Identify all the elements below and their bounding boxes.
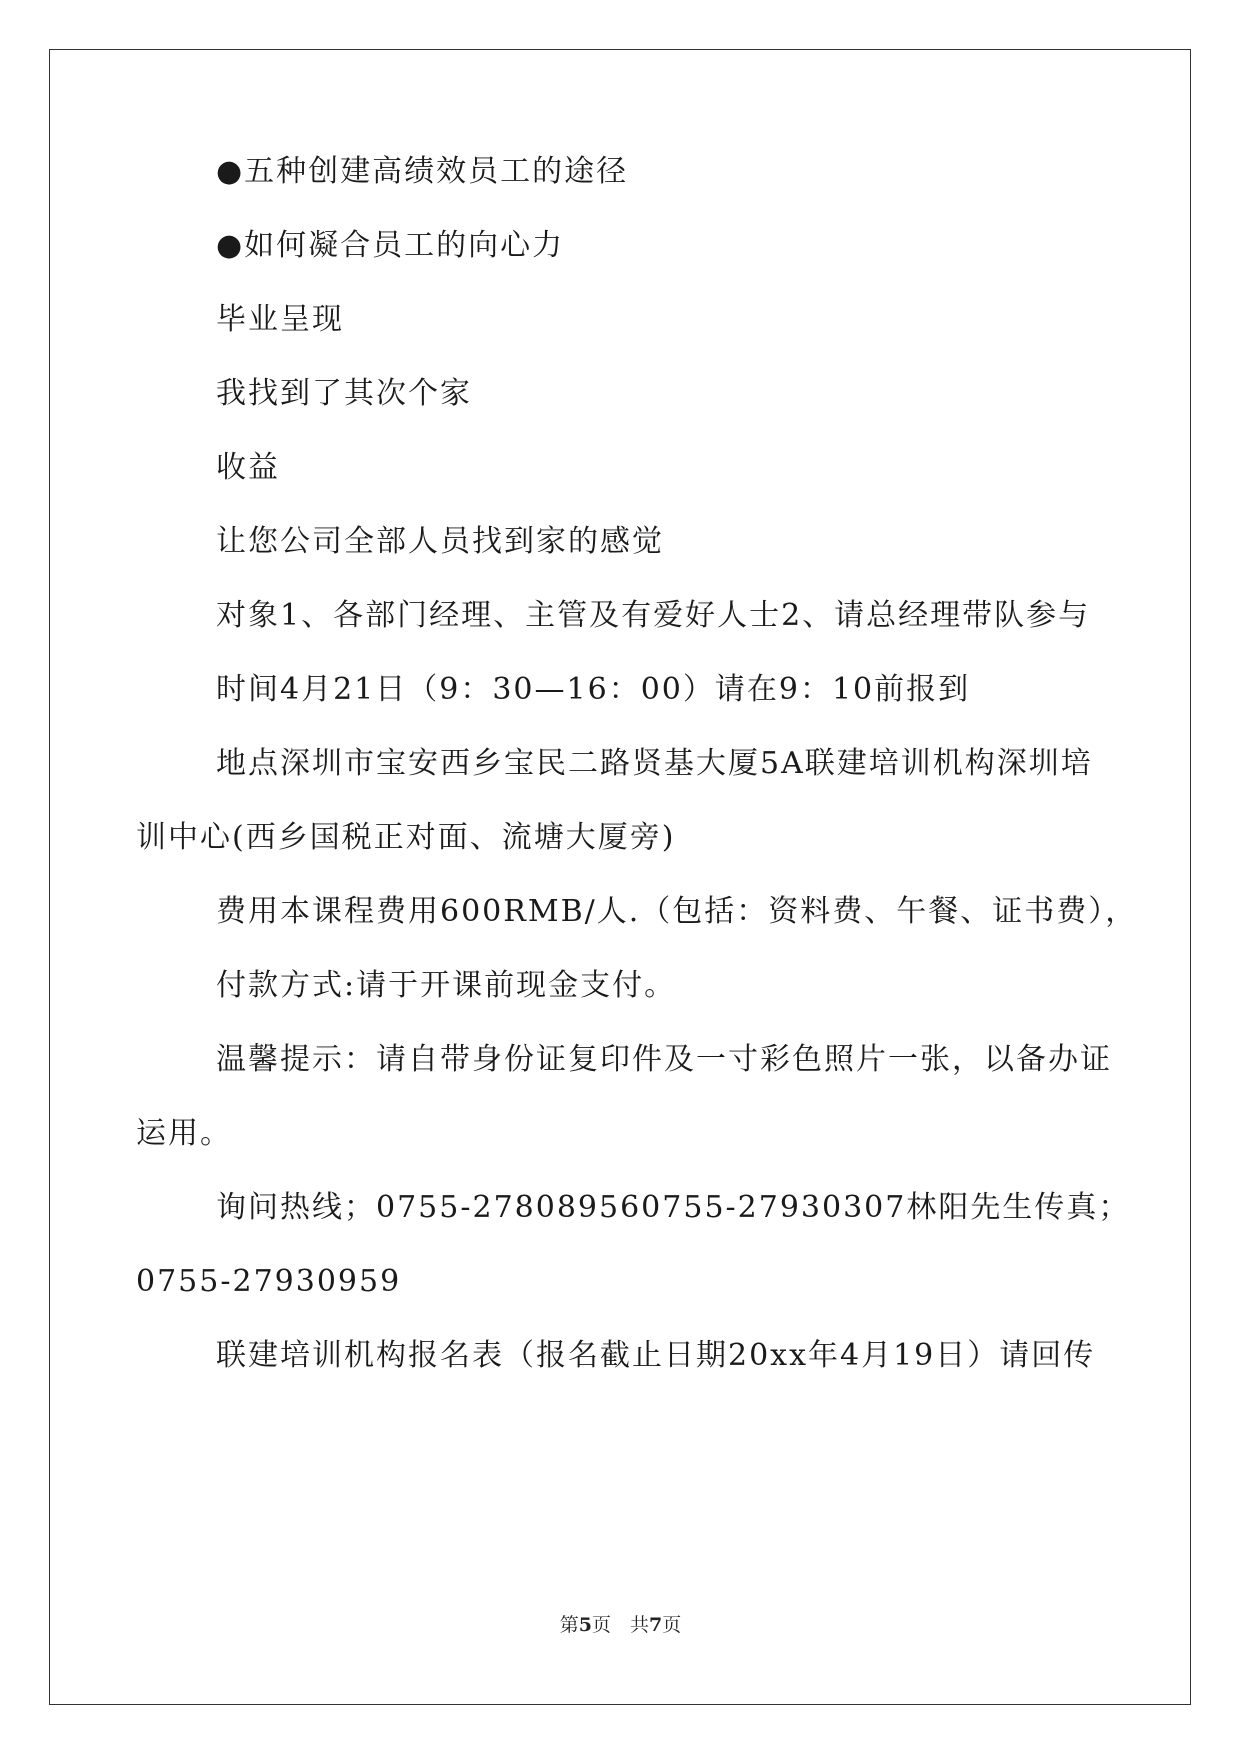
text-line-audience: 对象1、各部门经理、主管及有爱好人士2、请总经理带队参与 (216, 598, 1091, 633)
section-heading-benefit: 收益 (216, 450, 280, 485)
page-frame (49, 49, 1191, 1705)
text-line-fax: 0755-27930959 (136, 1264, 402, 1299)
text-line-tips: 温馨提示：请自带身份证复印件及一寸彩色照片一张，以备办证 (216, 1042, 1112, 1077)
text-line-registration: 联建培训机构报名表（报名截止日期20xx年4月19日）请回传 (216, 1338, 1096, 1373)
page-footer (0, 1610, 1241, 1637)
footer-current-page: 5 (578, 1614, 592, 1636)
text-line-second-home: 我找到了其次个家 (216, 376, 472, 411)
text-line-location: 地点深圳市宝安西乡宝民二路贤基大厦5A联建培训机构深圳培 (216, 746, 1093, 781)
text-line-benefit: 让您公司全部人员找到家的感觉 (216, 524, 664, 559)
footer-suffix: 页 (662, 1614, 682, 1636)
footer-prefix: 第 (559, 1614, 579, 1636)
text-line-hotline: 询问热线；0755-278089560755-27930307林阳先生传真； (216, 1190, 1131, 1225)
section-heading-graduation: 毕业呈现 (216, 302, 344, 337)
text-line-location-cont: 训中心(西乡国税正对面、流塘大厦旁) (136, 820, 676, 855)
bullet-line-2: ●如何凝合员工的向心力 (216, 228, 565, 263)
text-line-fee: 费用本课程费用600RMB/人.（包括：资料费、午餐、证书费）， (216, 894, 1138, 929)
text-line-time: 时间4月21日（9：30—16：00）请在9：10前报到 (216, 672, 971, 707)
footer-total-pages: 7 (649, 1614, 663, 1636)
footer-mid: 页 共 (591, 1614, 649, 1636)
text-line-payment: 付款方式:请于开课前现金支付。 (216, 968, 677, 1003)
bullet-line-1: ●五种创建高绩效员工的途径 (216, 154, 629, 189)
text-line-tips-cont: 运用。 (136, 1116, 232, 1151)
